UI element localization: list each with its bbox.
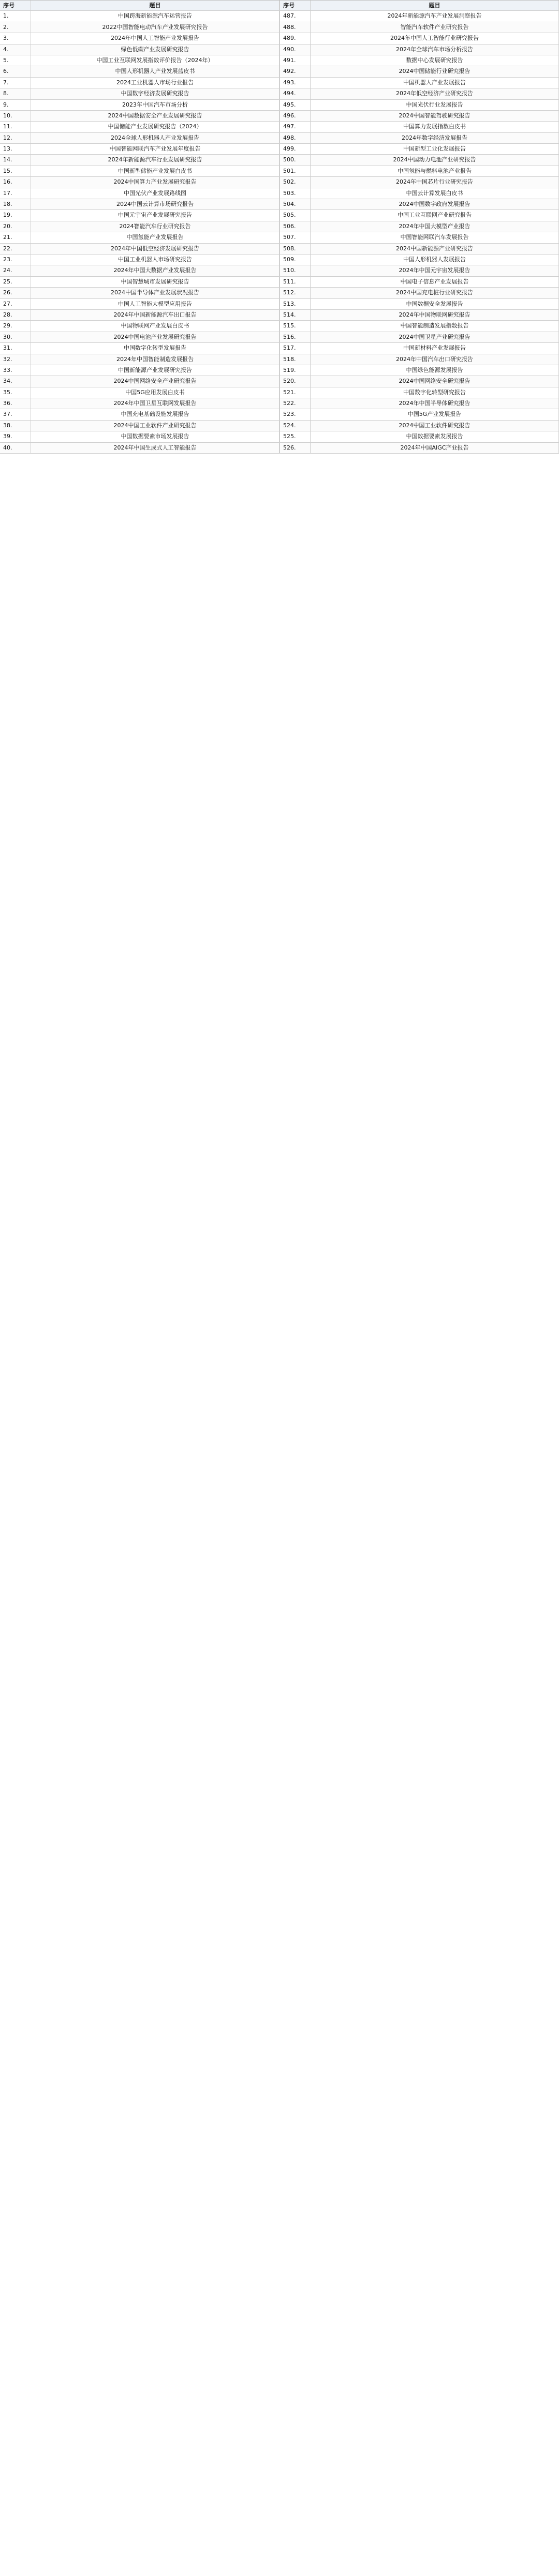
row-title: 中国工业机器人市场研究报告: [31, 254, 280, 265]
row-title-right: 2024年全球汽车市场分析报告: [311, 44, 559, 55]
row-number: 16.: [0, 177, 31, 187]
row-number-right: 494.: [280, 88, 311, 99]
row-title-right: 2024年中国元宇宙发展报告: [311, 265, 559, 276]
row-number: 8.: [0, 88, 31, 99]
row-title-right: 中国智能网联汽车发展报告: [311, 232, 559, 243]
row-number-right: 496.: [280, 111, 311, 121]
row-number: 5.: [0, 55, 31, 66]
row-number-right: 489.: [280, 33, 311, 43]
row-number: 14.: [0, 155, 31, 165]
row-title-right: 2024年中国芯片行业研究报告: [311, 177, 559, 187]
table-row: [0, 78, 559, 88]
row-number-right: 499.: [280, 144, 311, 154]
table-row: [0, 221, 559, 232]
table-row: [0, 277, 559, 288]
row-title-right: 数据中心发展研究报告: [311, 55, 559, 66]
row-title: 2024中国半导体产业发展状况报告: [31, 288, 280, 298]
row-title: 2024中国数据安全产业发展研究报告: [31, 111, 280, 121]
report-table: [0, 0, 559, 454]
table-row: [0, 409, 559, 420]
table-row: [0, 22, 559, 33]
row-title-right: 中国电子信息产业发展报告: [311, 277, 559, 287]
row-title: 2024年中国生成式人工智能报告: [31, 443, 280, 453]
table-row: [0, 398, 559, 409]
row-title-right: 2024年中国人工智能行业研究报告: [311, 33, 559, 43]
row-title: 中国人形机器人产业发展蓝皮书: [31, 66, 280, 77]
row-title-right: 中国人形机器人发展报告: [311, 254, 559, 265]
row-title: 中国新能源产业发展研究报告: [31, 365, 280, 376]
row-title-right: 2024中国数字政府发展报告: [311, 199, 559, 209]
row-number: 22.: [0, 244, 31, 254]
table-row: [0, 210, 559, 221]
row-title-right: 智能汽车软件产业研究报告: [311, 22, 559, 33]
row-title-right: 2024年中国AIGC产业报告: [311, 443, 559, 453]
row-title: 中国氢能产业发展报告: [31, 232, 280, 243]
row-title: 2024中国云计算市场研究报告: [31, 199, 280, 209]
row-title-right: 2024年中国物联网研究报告: [311, 310, 559, 320]
row-title: 绿色低碳产业发展研究报告: [31, 44, 280, 55]
row-number-right: 500.: [280, 155, 311, 165]
row-title-right: 中国氢能与燃料电池产业报告: [311, 166, 559, 176]
table-row: [0, 343, 559, 354]
header-title-2: 题目: [311, 1, 559, 10]
row-title: 2022中国智能电动汽车产业发展研究报告: [31, 22, 280, 33]
row-number-right: 504.: [280, 199, 311, 209]
row-number: 31.: [0, 343, 31, 353]
row-title-right: 中国云计算发展白皮书: [311, 188, 559, 199]
row-number: 15.: [0, 166, 31, 176]
row-number-right: 515.: [280, 321, 311, 331]
row-title-right: 中国智能制造发展指数报告: [311, 321, 559, 331]
row-title: 2024年中国卫星互联网发展报告: [31, 398, 280, 409]
row-title: 中国5G应用发展白皮书: [31, 387, 280, 398]
row-title: 中国跨海新能源汽车运营报告: [31, 11, 280, 21]
row-title-right: 中国数据安全发展报告: [311, 299, 559, 309]
row-number: 17.: [0, 188, 31, 199]
table-row: [0, 33, 559, 44]
row-title: 2024中国电池产业发展研究报告: [31, 332, 280, 342]
row-title-right: 2024年数字经济发展报告: [311, 133, 559, 143]
row-title: 2024年中国低空经济发展研究报告: [31, 244, 280, 254]
table-row: [0, 232, 559, 243]
table-row: [0, 387, 559, 398]
row-number-right: 524.: [280, 421, 311, 431]
table-row: [0, 177, 559, 188]
table-row: [0, 254, 559, 265]
row-number: 1.: [0, 11, 31, 21]
row-title-right: 中国工业互联网产业研究报告: [311, 210, 559, 220]
row-number-right: 511.: [280, 277, 311, 287]
row-title: 中国数字经济发展研究报告: [31, 88, 280, 99]
table-header: [0, 0, 559, 11]
row-number-right: 497.: [280, 122, 311, 132]
row-number-right: 518.: [280, 354, 311, 365]
table-row: [0, 421, 559, 431]
row-number-right: 501.: [280, 166, 311, 176]
table-body: [0, 11, 559, 454]
row-title: 2024年新能源汽车行业发展研究报告: [31, 155, 280, 165]
row-number-right: 513.: [280, 299, 311, 309]
table-row: [0, 365, 559, 376]
table-row: [0, 88, 559, 99]
row-title: 2024年中国大数据产业发展报告: [31, 265, 280, 276]
row-number: 23.: [0, 254, 31, 265]
table-row: [0, 100, 559, 111]
row-title: 2024全球人形机器人产业发展报告: [31, 133, 280, 143]
row-title-right: 中国新材料产业发展报告: [311, 343, 559, 353]
header-num: 序号: [0, 1, 31, 10]
row-number: 25.: [0, 277, 31, 287]
table-row: [0, 265, 559, 276]
row-title-right: 中国5G产业发展报告: [311, 409, 559, 420]
row-title-right: 2024中国工业软件研究报告: [311, 421, 559, 431]
row-number-right: 492.: [280, 66, 311, 77]
row-title: 中国物联网产业发展白皮书: [31, 321, 280, 331]
row-title-right: 2024年中国汽车出口研究报告: [311, 354, 559, 365]
row-number: 13.: [0, 144, 31, 154]
table-row: [0, 431, 559, 442]
row-number: 36.: [0, 398, 31, 409]
row-number: 38.: [0, 421, 31, 431]
row-title: 2024中国算力产业发展研究报告: [31, 177, 280, 187]
table-row: [0, 288, 559, 298]
row-number: 35.: [0, 387, 31, 398]
row-number: 19.: [0, 210, 31, 220]
row-title-right: 中国新型工业化发展报告: [311, 144, 559, 154]
row-number: 6.: [0, 66, 31, 77]
header-num-2: 序号: [280, 1, 311, 10]
row-number: 28.: [0, 310, 31, 320]
row-title: 2024年中国智能制造发展报告: [31, 354, 280, 365]
table-row: [0, 188, 559, 199]
row-title-right: 2024中国充电桩行业研究报告: [311, 288, 559, 298]
row-title: 2024智能汽车行业研究报告: [31, 221, 280, 232]
table-row: [0, 44, 559, 55]
row-title: 中国元宇宙产业发展研究报告: [31, 210, 280, 220]
table-row: [0, 321, 559, 332]
row-title-right: 2024年中国半导体研究报告: [311, 398, 559, 409]
row-number-right: 498.: [280, 133, 311, 143]
row-number-right: 522.: [280, 398, 311, 409]
table-row: [0, 66, 559, 77]
row-number-right: 491.: [280, 55, 311, 66]
row-number-right: 495.: [280, 100, 311, 110]
row-number-right: 512.: [280, 288, 311, 298]
row-number: 20.: [0, 221, 31, 232]
row-title: 2024年中国新能源汽车出口报告: [31, 310, 280, 320]
table-row: [0, 55, 559, 66]
row-title-right: 中国算力发展指数白皮书: [311, 122, 559, 132]
row-title: 中国储能产业发展研究报告（2024）: [31, 122, 280, 132]
table-row: [0, 310, 559, 321]
row-number-right: 506.: [280, 221, 311, 232]
table-row: [0, 244, 559, 254]
row-number: 30.: [0, 332, 31, 342]
table-row: [0, 144, 559, 155]
row-number-right: 514.: [280, 310, 311, 320]
row-title-right: 2024中国智能驾驶研究报告: [311, 111, 559, 121]
row-number: 2.: [0, 22, 31, 33]
row-number-right: 520.: [280, 376, 311, 386]
row-number-right: 508.: [280, 244, 311, 254]
row-title: 2024年中国人工智能产业发展报告: [31, 33, 280, 43]
row-number: 37.: [0, 409, 31, 420]
row-number: 18.: [0, 199, 31, 209]
row-number: 11.: [0, 122, 31, 132]
row-title: 中国数字化转型发展报告: [31, 343, 280, 353]
row-number: 12.: [0, 133, 31, 143]
row-number-right: 521.: [280, 387, 311, 398]
row-title: 2024工业机器人市场行业报告: [31, 78, 280, 88]
table-row: [0, 332, 559, 343]
row-number-right: 507.: [280, 232, 311, 243]
row-title-right: 2024中国卫星产业研究报告: [311, 332, 559, 342]
table-row: [0, 443, 559, 454]
row-title: 中国智能网联汽车产业发展年度报告: [31, 144, 280, 154]
row-number: 10.: [0, 111, 31, 121]
row-number-right: 525.: [280, 431, 311, 442]
row-title-right: 2024中国储能行业研究报告: [311, 66, 559, 77]
table-row: [0, 11, 559, 22]
row-number-right: 502.: [280, 177, 311, 187]
row-number: 33.: [0, 365, 31, 376]
row-number: 3.: [0, 33, 31, 43]
row-number-right: 490.: [280, 44, 311, 55]
row-number-right: 526.: [280, 443, 311, 453]
row-number: 4.: [0, 44, 31, 55]
row-title-right: 2024中国新能源产业研究报告: [311, 244, 559, 254]
row-title-right: 中国数据要素发展报告: [311, 431, 559, 442]
row-number-right: 488.: [280, 22, 311, 33]
row-title: 中国充电基础设施发展报告: [31, 409, 280, 420]
row-number: 21.: [0, 232, 31, 243]
row-number-right: 505.: [280, 210, 311, 220]
row-number-right: 517.: [280, 343, 311, 353]
row-number-right: 487.: [280, 11, 311, 21]
row-number: 26.: [0, 288, 31, 298]
row-title: 2024中国工业软件产业研究报告: [31, 421, 280, 431]
row-title: 中国工业互联网发展指数评价报告（2024年）: [31, 55, 280, 66]
row-title-right: 中国数字化转型研究报告: [311, 387, 559, 398]
row-title-right: 2024中国网络安全研究报告: [311, 376, 559, 386]
row-number: 29.: [0, 321, 31, 331]
table-row: [0, 199, 559, 210]
table-row: [0, 122, 559, 132]
row-title: 2023年中国汽车市场分析: [31, 100, 280, 110]
row-number-right: 509.: [280, 254, 311, 265]
row-title-right: 2024年低空经济产业研究报告: [311, 88, 559, 99]
row-number: 39.: [0, 431, 31, 442]
row-number: 32.: [0, 354, 31, 365]
row-title-right: 中国光伏行业发展报告: [311, 100, 559, 110]
row-number: 34.: [0, 376, 31, 386]
row-number: 24.: [0, 265, 31, 276]
table-row: [0, 155, 559, 166]
row-title: 中国新型储能产业发展白皮书: [31, 166, 280, 176]
row-number-right: 493.: [280, 78, 311, 88]
table-row: [0, 299, 559, 310]
row-number: 7.: [0, 78, 31, 88]
row-number-right: 510.: [280, 265, 311, 276]
row-number: 40.: [0, 443, 31, 453]
row-title: 中国智慧城市发展研究报告: [31, 277, 280, 287]
row-number-right: 519.: [280, 365, 311, 376]
row-number-right: 516.: [280, 332, 311, 342]
table-row: [0, 376, 559, 387]
table-row: [0, 133, 559, 144]
table-row: [0, 166, 559, 177]
row-title-right: 2024年中国大模型产业报告: [311, 221, 559, 232]
row-number-right: 523.: [280, 409, 311, 420]
row-title-right: 中国机器人产业发展报告: [311, 78, 559, 88]
row-title-right: 2024年新能源汽车产业发展洞察报告: [311, 11, 559, 21]
row-title-right: 中国绿色能源发展报告: [311, 365, 559, 376]
row-title: 中国数据要素市场发展报告: [31, 431, 280, 442]
row-title: 中国光伏产业发展路线图: [31, 188, 280, 199]
row-number-right: 503.: [280, 188, 311, 199]
table-row: [0, 354, 559, 365]
row-number: 27.: [0, 299, 31, 309]
table-row: [0, 111, 559, 122]
row-title: 中国人工智能大模型应用报告: [31, 299, 280, 309]
header-title: 题目: [31, 1, 280, 10]
row-title: 2024中国网络安全产业研究报告: [31, 376, 280, 386]
row-number: 9.: [0, 100, 31, 110]
row-title-right: 2024中国动力电池产业研究报告: [311, 155, 559, 165]
